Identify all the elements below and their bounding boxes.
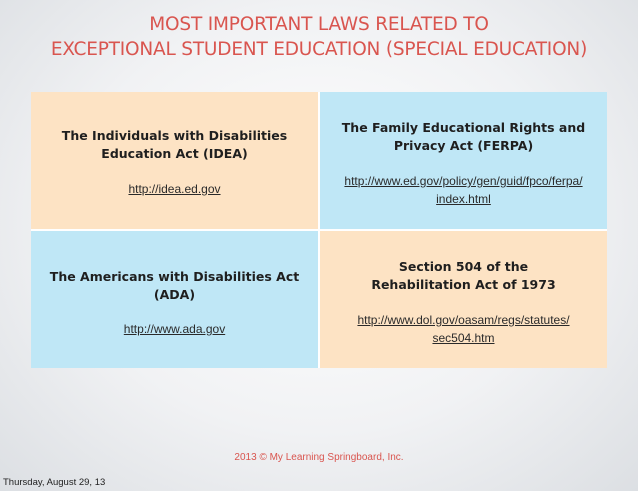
law-heading-section-504 — [320, 258, 607, 294]
law-link-ferpa[interactable] — [320, 172, 607, 208]
law-heading-line: The Family Educational Rights and — [341, 120, 586, 135]
law-cell-ada — [31, 231, 318, 368]
law-heading-line: Education Act (IDEA) — [101, 146, 248, 161]
slide-title-line-1: MOST IMPORTANT LAWS RELATED TO — [149, 14, 489, 35]
law-heading-line: The Americans with Disabilities Act — [49, 269, 300, 284]
slide-title — [0, 12, 638, 62]
law-link-ada[interactable]: http://www.ada.gov — [123, 322, 226, 336]
law-cell-idea — [31, 92, 318, 229]
law-link-line[interactable]: http://www.dol.gov/oasam/regs/statutes/ — [357, 313, 570, 327]
law-heading-line: The Individuals with Disabilities — [61, 128, 288, 143]
law-heading-line: (ADA) — [153, 287, 196, 302]
law-heading-line: Section 504 of the — [398, 259, 529, 274]
law-cell-section-504 — [320, 231, 607, 368]
date-stamp: Thursday, August 29, 13 — [3, 477, 106, 488]
slide-title-line-2: EXCEPTIONAL STUDENT EDUCATION (SPECIAL EDUCATION) — [50, 39, 588, 60]
laws-grid — [31, 92, 607, 368]
law-link-line[interactable]: sec504.htm — [432, 331, 495, 345]
law-heading-idea — [31, 127, 318, 163]
law-cell-ferpa — [320, 92, 607, 229]
law-link-line[interactable]: http://www.ed.gov/policy/gen/guid/fpco/ferpa/ — [344, 174, 583, 188]
law-link-line[interactable]: index.html — [436, 192, 491, 206]
law-link-idea[interactable]: http://idea.ed.gov — [128, 182, 221, 196]
law-link-section-504[interactable] — [320, 311, 607, 347]
law-heading-ferpa — [320, 119, 607, 155]
law-heading-line: Privacy Act (FERPA) — [393, 138, 534, 153]
slide-footer: 2013 © My Learning Springboard, Inc. — [234, 452, 404, 463]
law-heading-ada — [31, 268, 318, 304]
law-heading-line: Rehabilitation Act of 1973 — [371, 277, 556, 292]
